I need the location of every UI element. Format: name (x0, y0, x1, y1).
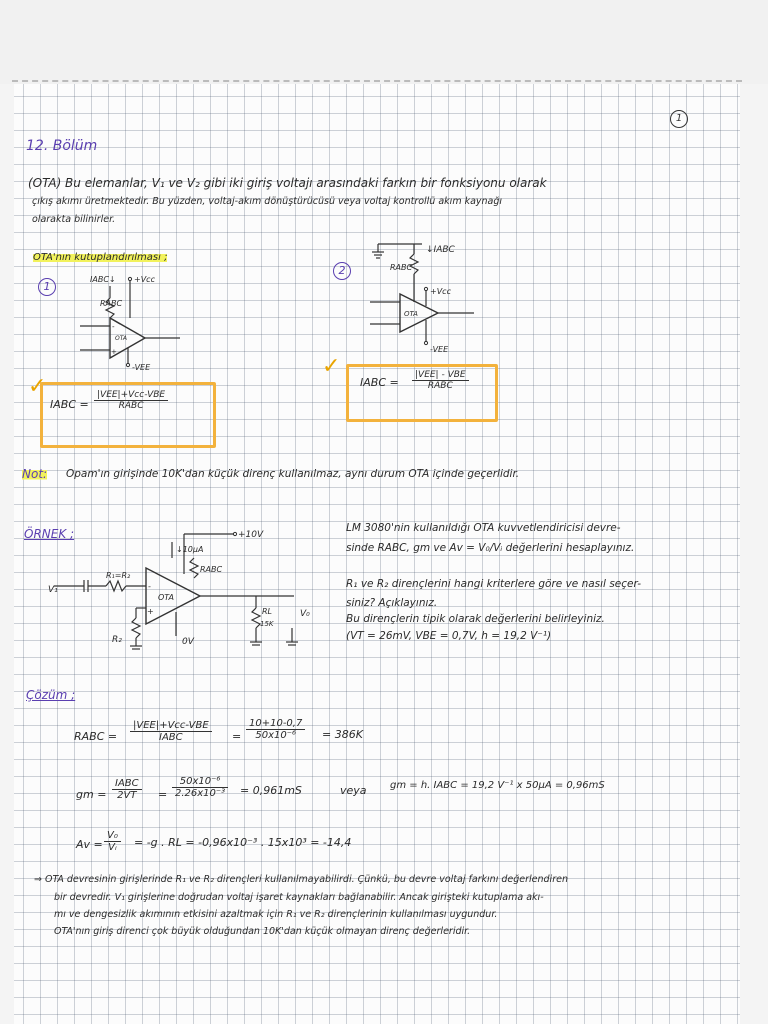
example-label: ÖRNEK ; (24, 527, 75, 541)
av-fraction (104, 830, 121, 853)
av-lhs: Av = (76, 838, 103, 851)
example-question-2: sinde RABC, gm ve Av = V₀/Vᵢ değerlerini hesaplayınız. (346, 542, 635, 554)
circuit-1-vee: -VEE (132, 363, 151, 372)
rabc-fraction-1 (130, 720, 212, 743)
formula-1-den: RABC (118, 401, 144, 411)
gm-lhs: gm = (76, 788, 107, 801)
circuit-1-diagram (60, 268, 200, 378)
conclusion-line-2: bir devredir. V₁ girişlerine doğrudan voltaj işaret kaynakları bağlanabilir. Ancak girişteki kutuplama akı- (54, 892, 544, 903)
rabc-num: |VEE|+Vcc-VBE (130, 720, 212, 732)
example-question-5: Bu dirençlerin tipik olarak değerlerini belirleyiniz. (346, 613, 605, 625)
example-question-6: (VT = 26mV, VBE = 0,7V, h = 19,2 V⁻¹) (346, 630, 552, 642)
example-vplus: +10V (238, 530, 264, 540)
circuit-1-rabc: RABC (100, 299, 123, 308)
circuit-2-rabc: RABC (390, 263, 413, 272)
example-question-4: siniz? Açıklayınız. (346, 597, 438, 609)
circuit-2-iabc: ↓IABC (426, 245, 455, 255)
example-r2: R₂ (112, 635, 122, 645)
circuit-2-diagram (370, 232, 490, 362)
check-mark-2: ✓ (322, 354, 341, 379)
gm-equals: = (158, 788, 168, 801)
gm-result: = 0,961mS (240, 784, 302, 797)
gm-fraction-2 (172, 776, 228, 799)
rabc-equals: = (232, 730, 242, 743)
circuit-2-vcc: +Vcc (430, 287, 451, 296)
solution-label: Çözüm ; (26, 688, 76, 702)
polarization-heading: OTA'nın kutuplandırılması ; (33, 252, 168, 263)
conclusion-line-4: OTA'nın giriş direnci çok büyük olduğundan 10K'dan küçük olmayan direnç değerleridir. (54, 926, 471, 937)
circuit-2-vee: -VEE (430, 345, 449, 354)
conclusion-line-3: mı ve dengesizlik akımının etkisini azaltmak için R₁ ve R₂ dirençlerinin kullanılması uygundur. (54, 909, 498, 920)
rabc-num-2: 10+10-0,7 (246, 718, 305, 730)
example-question-1: LM 3080'nin kullanıldığı OTA kuvvetlendiricisi devre- (346, 522, 621, 534)
conclusion-line-1: ⇒ OTA devresinin girişlerinde R₁ ve R₂ dirençleri kullanılmayabilirdi. Çünkü, bu devre voltaj farkını değerlendiren (34, 874, 568, 885)
circuit-1-plus: + (111, 348, 117, 356)
formula-2-den: RABC (427, 381, 453, 391)
formula-2-num: |VEE| - VBE (412, 370, 469, 381)
rabc-lhs: RABC = (74, 730, 118, 743)
gm-den-2: 2.26x10⁻³ (175, 788, 226, 799)
example-question-3: R₁ ve R₂ dirençlerini hangi kriterlere göre ve nasıl seçer- (346, 578, 642, 590)
example-iabc: ↓10μA (176, 545, 204, 554)
formula-1-fraction (94, 390, 168, 411)
example-rl-value: 15K (260, 620, 274, 628)
note-label: Not: (22, 467, 48, 481)
gm-alternative: gm = h. IABC = 19,2 V⁻¹ x 50μA = 0,96mS (390, 780, 605, 791)
formula-2-lhs: IABC = (360, 376, 399, 389)
circuit-1-iabc: IABC↓ (90, 275, 116, 284)
example-vo: V₀ (300, 609, 310, 619)
av-num: V₀ (104, 830, 121, 842)
example-rabc: RABC (200, 565, 223, 574)
note-text: Opam'ın girişinde 10K'dan küçük direnç kullanılmaz, aynı durum OTA içinde geçerlidir. (66, 468, 520, 480)
rabc-den-2: 50x10⁻⁶ (255, 730, 296, 741)
example-v1: V₁ (48, 585, 58, 595)
formula-2-fraction (412, 370, 469, 391)
gm-num: IABC (112, 778, 142, 790)
check-mark-1: ✓ (28, 374, 47, 399)
perforation-edge (12, 80, 742, 82)
example-rl: RL (262, 607, 273, 616)
intro-line-1: (OTA) Bu elemanlar, V₁ ve V₂ gibi iki giriş voltajı arasındaki farkın bir fonksiyonu olarak (28, 176, 547, 190)
circuit-2-index: 2 (333, 262, 351, 280)
example-ota: OTA (158, 593, 174, 602)
formula-1-num: |VEE|+Vcc-VBE (94, 390, 168, 401)
rabc-result: = 386K (322, 728, 363, 741)
example-circuit-diagram (44, 524, 324, 664)
intro-line-3: olarakta bilinirler. (32, 214, 116, 225)
gm-den: 2VT (117, 790, 137, 801)
example-r1r2: R₁=R₂ (106, 571, 131, 580)
formula-1-lhs: IABC = (50, 398, 89, 411)
circuit-1-ota: OTA (115, 335, 127, 342)
circuit-1-vcc: +Vcc (134, 275, 155, 284)
intro-line-2: çıkış akımı üretmektedir. Bu yüzden, voltaj-akım dönüştürücüsü veya voltaj kontrollü akım kaynağı (32, 196, 503, 207)
rabc-fraction-2 (246, 718, 305, 741)
circuit-1-minus: - (112, 323, 115, 331)
av-den: Vᵢ (108, 842, 117, 853)
gm-num-2: 50x10⁻⁶ (172, 776, 228, 788)
example-minus: - (148, 582, 151, 591)
example-zero: 0V (182, 637, 194, 647)
rabc-den: IABC (159, 732, 183, 743)
gm-or: veya (340, 784, 367, 797)
chapter-title: 12. Bölüm (26, 138, 98, 154)
page-number: 1 (670, 110, 688, 128)
circuit-1-index: 1 (38, 278, 56, 296)
av-rest: = -g . RL = -0,96x10⁻³ . 15x10³ = -14,4 (134, 836, 352, 849)
circuit-2-ota: OTA (404, 310, 418, 318)
example-plus: + (147, 607, 154, 616)
binder-top-margin (0, 0, 768, 84)
gm-fraction-1 (112, 778, 142, 801)
